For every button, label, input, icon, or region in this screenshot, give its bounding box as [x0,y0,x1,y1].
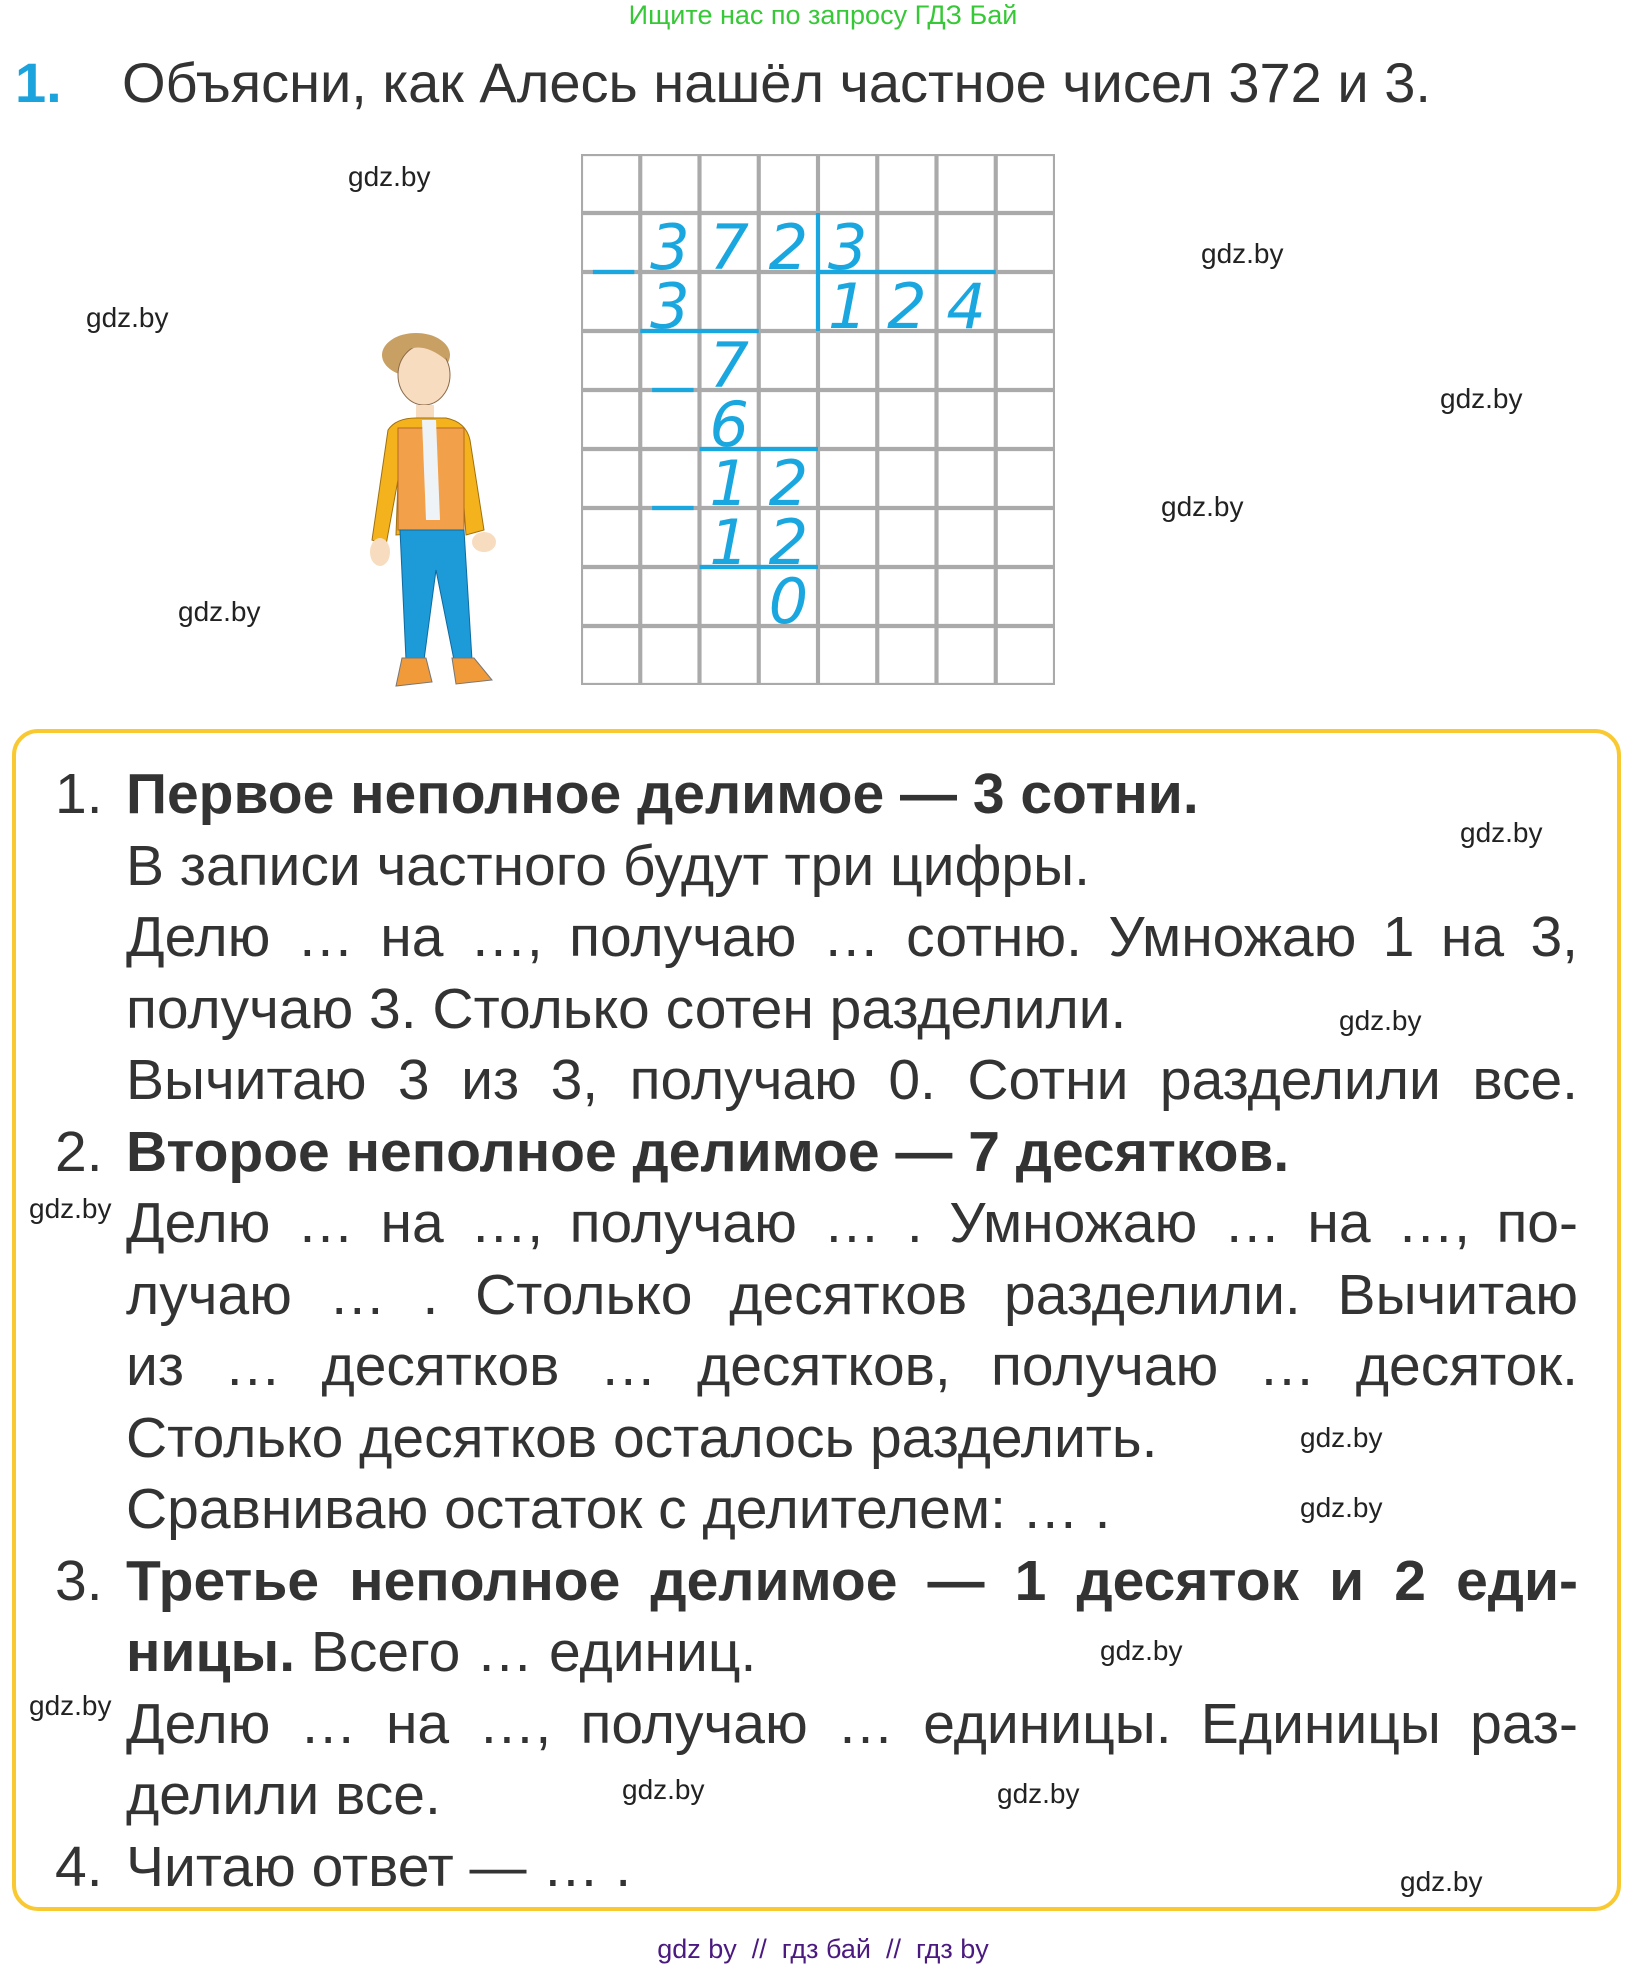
boy-illustration [366,330,511,692]
watermark: gdz.by [178,596,261,627]
step-number: 2. [55,1119,103,1184]
dividend-digit: 7 [709,211,749,285]
step-text-line [126,1760,1578,1832]
text: лучаю … . Столько десятков разделили. Вычитаю [126,1262,1578,1327]
step-item [0,759,1636,1117]
step-number: 4. [55,1834,103,1899]
text: Делю … на …, получаю … . Умножаю … на …, по- [126,1191,1578,1255]
watermark: gdz.by [29,1690,112,1721]
text: Всего … единиц. [295,1620,757,1684]
text: делили все. [126,1763,441,1827]
watermark: gdz.by [1300,1492,1383,1523]
watermark: gdz.by [1100,1635,1183,1666]
step-text-line [126,1331,1578,1403]
bold-text: Первое неполное делимое — 3 сотни. [126,762,1199,826]
bold-text: Второе неполное делимое — 7 десятков. [126,1119,1290,1184]
step-text-line [126,1045,1578,1117]
text: получаю 3. Столько сотен разделили. [126,976,1127,1041]
step-item [0,1546,1636,1832]
task-number: 1. [15,51,62,114]
step-text-line [126,1260,1578,1332]
step-digit: 3 [650,270,690,344]
long-division-grid [581,154,1055,685]
dividend-digit: 3 [650,211,690,285]
watermark: gdz.by [1460,817,1543,848]
text: В записи частного будут три цифры. [126,833,1090,898]
answer-steps [0,759,1636,1903]
step-text-line [126,1188,1578,1260]
search-hint: Ищите нас по запросу ГДЗ Бай [628,0,1018,30]
watermark: gdz.by [1201,238,1284,269]
step-digit: 1 [709,447,749,521]
step-digit: 0 [768,565,809,639]
quotient-digit: 1 [827,270,868,344]
watermark: gdz.by [622,1774,705,1805]
step-digit: 7 [709,329,749,403]
step-text-line [126,1832,1578,1904]
quotient-digit: 4 [946,270,986,344]
step-text-line [126,1617,1578,1689]
watermark: gdz.by [1161,491,1244,522]
step-item [0,1117,1636,1546]
text: Читаю ответ — … . [126,1834,632,1899]
step-text-line [126,902,1578,974]
step-text-line [126,1689,1578,1761]
step-digit: 1 [709,506,749,580]
quotient-digit: 2 [887,270,927,344]
text: из … десятков … десятков, получаю … десяток. [126,1334,1578,1398]
step-number: 1. [55,762,103,826]
step-text-line [126,831,1578,903]
bold-text: Третье неполное делимое — 1 десяток и 2 еди- [126,1548,1578,1613]
watermark: gdz.by [1400,1866,1483,1897]
watermark: gdz.by [997,1778,1080,1809]
step-digit: 2 [768,447,809,521]
footer-links: gdz by // гдз бай // гдз by [657,1934,989,1964]
step-text-line [126,1546,1578,1618]
task-title: Объясни, как Алесь нашёл частное чисел 372 и 3. [122,51,1431,114]
watermark: gdz.by [86,302,169,333]
step-number: 3. [55,1548,103,1613]
watermark: gdz.by [1300,1422,1383,1453]
text: Столько десятков осталось разделить. [126,1405,1158,1470]
step-item [0,1832,1636,1904]
text: Делю … на …, получаю … сотню. Умножаю 1 на 3, [126,905,1578,969]
text: Вычитаю 3 из 3, получаю 0. Сотни разделили все. [126,1048,1578,1112]
watermark: gdz.by [1440,383,1523,414]
dividend-digit: 2 [768,211,809,285]
step-digit: 6 [709,388,749,462]
step-digit: 2 [768,506,809,580]
watermark: gdz.by [1339,1005,1422,1036]
text: Делю … на …, получаю … единицы. Единицы раз- [126,1691,1578,1756]
watermark: gdz.by [348,161,431,192]
watermark: gdz.by [29,1193,112,1224]
step-text-line [126,759,1578,831]
bold-text: ницы. [126,1620,296,1684]
divisor-digit: 3 [827,211,868,285]
text: Сравниваю остаток с делителем: … . [126,1477,1111,1541]
step-text-line [126,1117,1578,1189]
